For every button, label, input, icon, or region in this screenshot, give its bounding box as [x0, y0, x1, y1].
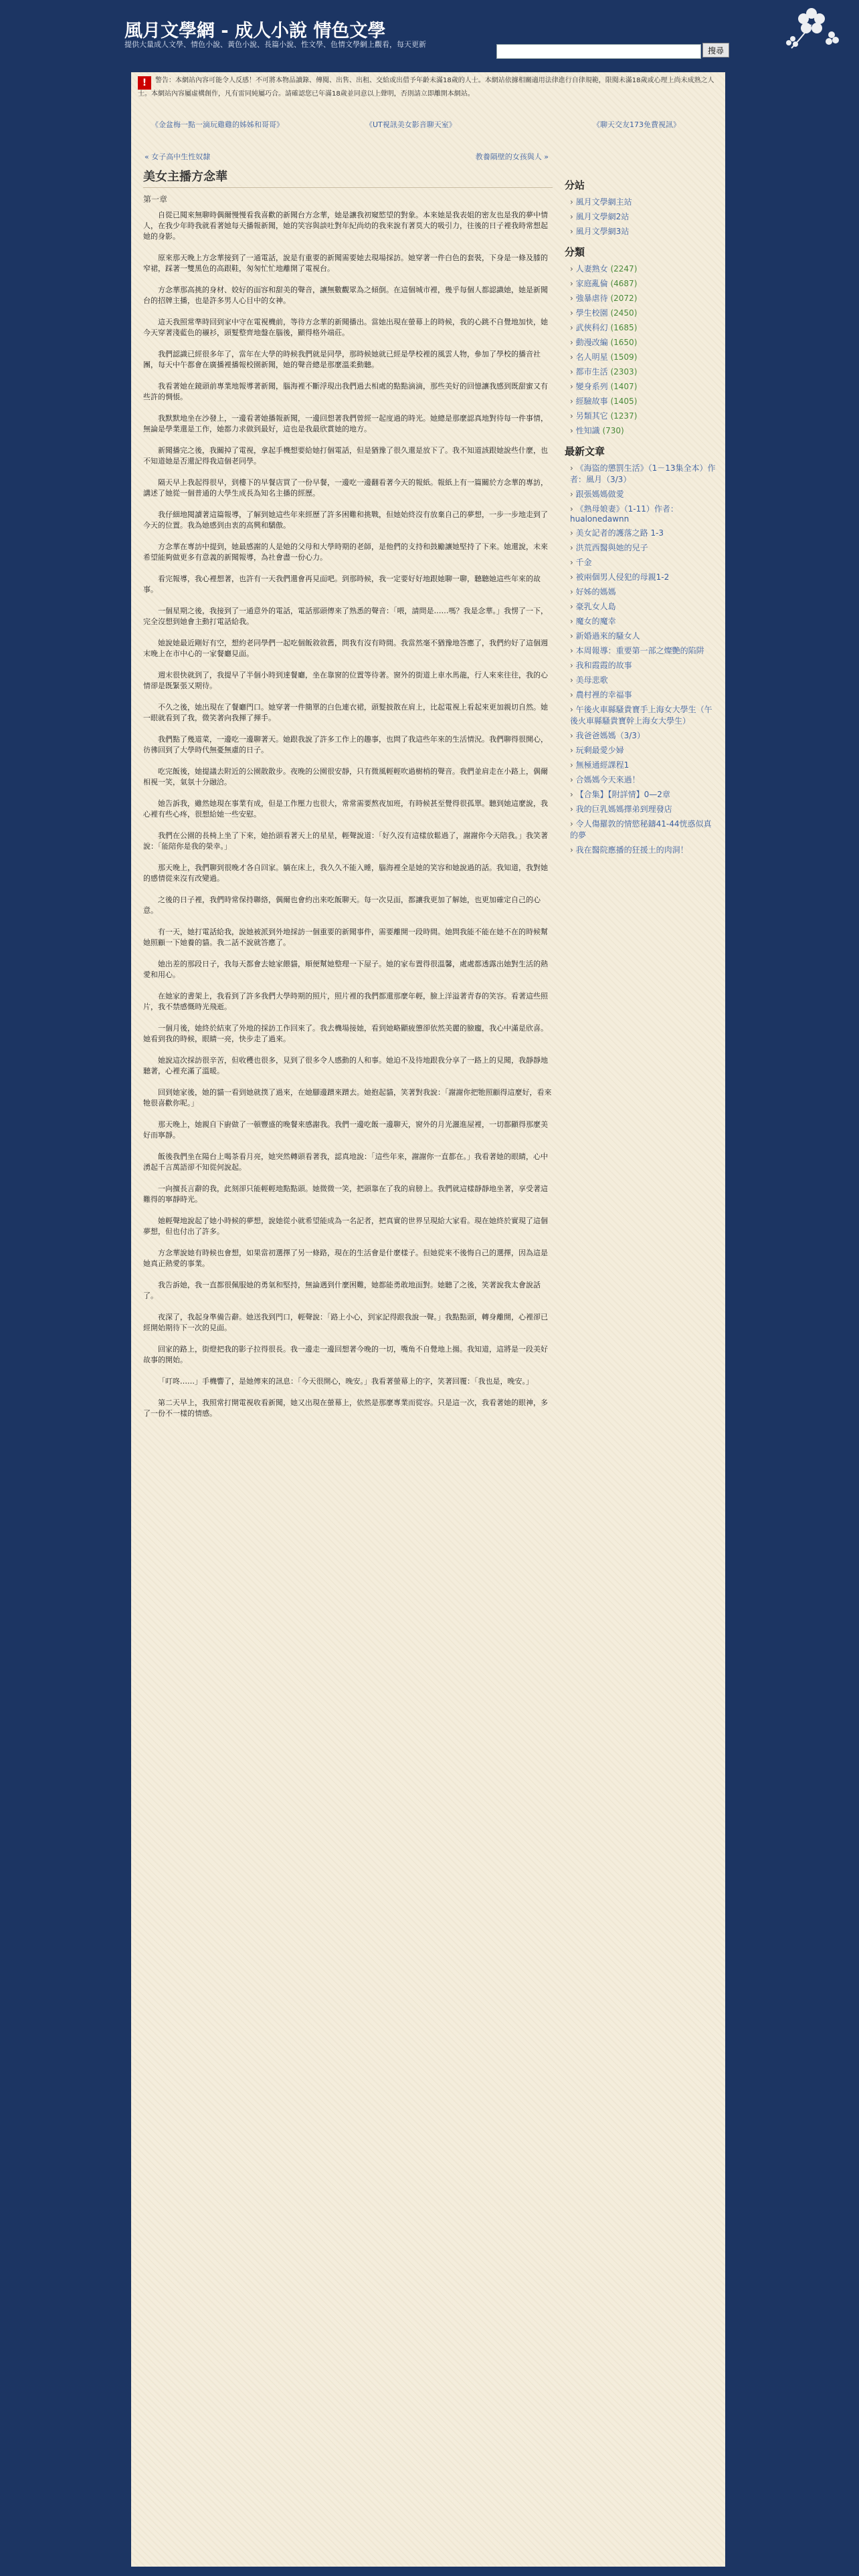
category-name[interactable]: 都市生活	[575, 367, 608, 377]
recent-posts-list	[565, 462, 716, 855]
post-paragraph: 隔天早上我起得很早，到樓下的早餐店買了一份早餐，一邊吃一邊翻看著今天的報紙。報紙上有一篇關於方念華的專訪，講述了她從一個普通的大學生成長為知名主播的經歷。	[143, 478, 548, 498]
post-paragraph: 她告訴我，雖然她現在事業有成，但是工作壓力也很大，常常需要熬夜加班，有時候甚至覺得很孤單。聽到她這麼說，我心裡有些心疼，很想給她一些安慰。	[143, 799, 548, 819]
category-item[interactable]	[570, 322, 716, 333]
post-paragraph: 新聞播完之後，我關掉了電視，拿起手機想要給她打個電話，但是猶豫了很久還是放下了。我不知道該跟她說些什麼，也不知道她是否還記得我這個老同學。	[143, 446, 548, 465]
post-paragraph: 回家的路上，街燈把我的影子拉得很長。我一邊走一邊回想著今晚的一切，嘴角不自覺地上揚。我知道，這將是一段美好故事的開始。	[143, 1345, 548, 1364]
category-name[interactable]: 動漫改編	[575, 338, 608, 347]
category-name[interactable]: 性知識	[575, 426, 600, 435]
recent-post-link[interactable]: 午後火車縣騷貴寶手上海女大學生（午後火車縣騷貴寶幹上海女大學生）	[570, 705, 712, 726]
post-paragraph: 那天晚上，我們聊到很晚才各自回家。躺在床上，我久久不能入睡，腦海裡全是她的笑容和她說過的話。我知道，我對她的感情從來沒有改變過。	[143, 863, 548, 883]
category-count: (2303)	[610, 367, 638, 377]
recent-post-item[interactable]	[570, 488, 716, 500]
recent-post-link[interactable]: 《海盜的懲罰生活》（1－13集全本）作者：風月（3/3）	[570, 463, 716, 484]
post-content	[143, 167, 553, 1430]
recent-post-item[interactable]	[570, 788, 716, 800]
recent-post-item[interactable]	[570, 759, 716, 770]
recent-post-item[interactable]	[570, 601, 716, 612]
recent-post-item[interactable]	[570, 704, 716, 726]
sidebar	[565, 174, 716, 863]
recent-post-link[interactable]: 我的巨乳媽媽擇弟到理發店	[575, 804, 672, 814]
warning-icon: !	[138, 76, 151, 90]
category-count: (1407)	[610, 382, 638, 391]
post-paragraph: 夜深了，我起身準備告辭。她送我到門口，輕聲說：「路上小心，到家記得跟我說一聲。」我點點頭，轉身離開，心裡卻已經開始期待下一次的見面。	[143, 1313, 548, 1332]
category-name[interactable]: 人妻熟女	[575, 264, 608, 274]
sites-list	[565, 196, 716, 237]
post-paragraph: 一個星期之後，我接到了一通意外的電話，電話那頭傳來了熟悉的聲音：「喂，請問是……嗎？我是念華。」我愣了一下，完全沒想到她會主動打電話給我。	[143, 607, 548, 626]
category-item[interactable]	[570, 307, 716, 318]
recent-post-link[interactable]: 跟張媽媽做愛	[575, 490, 624, 499]
recent-post-item[interactable]	[570, 556, 716, 568]
category-count: (2072)	[610, 294, 638, 303]
post-paragraph: 回到她家後，她的貓一看到她就撲了過來，在她腳邊蹭來蹭去。她抱起貓，笑著對我說：「謝謝你把牠照顧得這麼好，看來牠很喜歡你呢。」	[143, 1088, 552, 1107]
top-link-left[interactable]: 《金盆梅一點一滴玩雞雞的姊姊和哥哥》	[151, 120, 284, 129]
recent-post-item[interactable]	[570, 774, 716, 785]
site-link[interactable]	[570, 196, 716, 207]
post-paragraph: 「叮咚……」手機響了，是她傳來的訊息：「今天很開心，晚安。」我看著螢幕上的字，笑著回覆：「我也是，晚安。」	[158, 1377, 533, 1386]
recent-post-item[interactable]	[570, 645, 716, 656]
category-item[interactable]	[570, 395, 716, 407]
post-paragraph: 方念華說她有時候也會想，如果當初選擇了另一條路，現在的生活會是什麼樣子。但她從來不後悔自己的選擇，因為這是她真正熱愛的事業。	[143, 1249, 548, 1268]
post-paragraph: 在她家的書架上，我看到了許多我們大學時期的照片，照片裡的我們都還那麼年輕，臉上洋溢著青春的笑容。看著這些照片，我不禁感慨時光飛逝。	[143, 992, 548, 1011]
post-paragraph: 我們在公園的長椅上坐了下來，她抬頭看著天上的星星，輕聲說道：「好久沒有這樣放鬆過了，謝謝你今天陪我。」我笑著說：「能陪你是我的榮幸。」	[143, 831, 548, 851]
flower-logo-icon	[779, 1, 840, 49]
post-paragraph: 第二天早上，我照常打開電視收看新聞，她又出現在螢幕上，依然是那麼專業而從容。只是這一次，我看著她的眼神，多了一份不一樣的情感。	[143, 1398, 548, 1418]
recent-post-item[interactable]	[570, 571, 716, 582]
category-count: (1650)	[610, 338, 638, 347]
recent-post-link[interactable]: 美女記者的護落之路 1-3	[575, 528, 664, 538]
category-count: (2450)	[610, 308, 638, 318]
post-paragraph: 那天晚上，她親自下廚做了一頓豐盛的晚餐來感謝我。我們一邊吃飯一邊聊天，窗外的月光灑進屋裡，一切都顯得那麼美好而寧靜。	[143, 1120, 548, 1140]
category-name[interactable]: 經驗故事	[575, 397, 608, 406]
recent-post-item[interactable]	[570, 689, 716, 700]
category-item[interactable]	[570, 351, 716, 362]
warning-text: 警告：本網站內容可能令人反感！不可將本物品讀錄、傳閱、出售、出租、交給或出借予年齡未滿18歲的人士。本網站依據相關適用法律進行自律規範，限閱未滿18歲或心理上尚未成熟之人士。本網站內容屬虛構創作，凡有雷同純屬巧合。請確認您已年滿18歲並同意以上聲明，否則請立即離開本網站。	[138, 77, 714, 98]
category-item[interactable]	[570, 336, 716, 348]
category-item[interactable]	[570, 410, 716, 421]
post-body	[143, 210, 553, 1419]
post-paragraph: 一個月後，她終於結束了外地的採訪工作回來了。我去機場接她，看到她略顯疲憊卻依然美麗的臉龐，我心中滿是欣喜。她看到我的時候，眼睛一亮，快步走了過來。	[143, 1024, 548, 1043]
site-link[interactable]	[570, 225, 716, 237]
recent-post-item[interactable]	[570, 803, 716, 815]
post-paragraph: 原來那天晚上方念華接到了一通電話，說是有重要的新聞需要她去現場採訪。她穿著一件白色的套裝，下身是一條及膝的窄裙，踩著一雙黑色的高跟鞋，匆匆忙忙地離開了電視台。	[143, 253, 548, 273]
category-item[interactable]	[570, 425, 716, 436]
recent-post-link[interactable]: 豪乳女人島	[575, 602, 616, 611]
warning-notice	[138, 76, 719, 98]
post-paragraph: 自從已閱來無聊時偶爾慢慢看我喜歡的新聞台方念華，她是讓我初窺慾望的對象。本來她是我表姐的密友也是我的夢中情人，在我少年時我就看著她每天播報新聞，她的笑容與談吐對年紀尚幼的我來說有著莫大的吸引力，往後的日子裡我時常想起她的身影。	[143, 211, 548, 241]
prev-post-link[interactable]: « 女子高中生性奴隸	[145, 152, 211, 161]
page-container	[131, 72, 725, 2567]
post-paragraph: 我仔細地閱讀著這篇報導，了解到她這些年來經歷了許多困難和挑戰，但她始終沒有放棄自己的夢想，一步一步地走到了今天的位置。我為她感到由衷的高興和驕傲。	[143, 510, 548, 530]
post-paragraph: 我看著她在鏡頭前專業地報導著新聞，腦海裡不斷浮現出我們過去相處的點點滴滴，那些美好的回憶讓我感到既甜蜜又有些許的惆悵。	[143, 382, 548, 401]
post-paragraph: 她出差的那段日子，我每天都會去她家餵貓，順便幫她整理一下屋子。她的家布置得很溫馨，處處都透露出她對生活的熱愛和用心。	[143, 960, 548, 979]
category-name[interactable]: 學生校園	[575, 308, 608, 318]
recent-post-link[interactable]: 我和霞霞的故事	[575, 661, 632, 670]
recent-post-link[interactable]: 千金	[575, 558, 592, 567]
post-paragraph: 方念華那高挑的身材、姣好的面容和甜美的聲音，讓無數觀眾為之傾倒。在這個城市裡，幾乎每個人都認識她，她是新聞台的招牌主播，也是許多男人心目中的女神。	[143, 286, 548, 305]
recent-post-item[interactable]	[570, 844, 716, 855]
sidebar-heading-recent: 最新文章	[565, 445, 605, 457]
post-paragraph: 她說她最近剛好有空，想約老同學們一起吃個飯敘敘舊，問我有沒有時間。我當然毫不猶豫地答應了，我們約好了這個週末晚上在市中心的一家餐廳見面。	[143, 639, 548, 658]
sidebar-heading-categories: 分類	[565, 246, 585, 258]
post-paragraph: 有一天，她打電話給我，說她被派到外地採訪一個重要的新聞事件，需要離開一段時間。她問我能不能在她不在的時候幫她照顧一下她養的貓。我二話不說就答應了。	[143, 928, 548, 947]
post-paragraph: 我們點了幾道菜，一邊吃一邊聊著天。她跟我說了許多工作上的趣事，也問了我這些年來的生活情況。我們聊得很開心，彷彿回到了大學時代無憂無慮的日子。	[143, 735, 548, 754]
recent-post-item[interactable]	[570, 674, 716, 685]
category-name[interactable]: 名人明星	[575, 352, 608, 362]
post-paragraph: 週末很快就到了，我提早了半個小時到達餐廳，坐在靠窗的位置等待著。窗外的街道上車水馬龍，行人來來往往，我的心情卻是既緊張又期待。	[143, 671, 548, 690]
site-link-label[interactable]: 風月文學網3站	[575, 227, 630, 236]
post-paragraph: 這天我照常準時回到家中守在電視機前，等待方念華的新聞播出。當她出現在螢幕上的時候，我的心跳不自覺地加快，她今天穿著淺藍色的襯衫，頭髮整齊地盤在腦後，顯得格外端莊。	[143, 318, 548, 337]
recent-post-link[interactable]: 新婚過來的騷女人	[575, 631, 640, 641]
recent-post-item[interactable]	[570, 462, 716, 485]
recent-post-link[interactable]: 《熟母娘妻》（1-11）作者：hualonedawnn	[570, 504, 678, 524]
site-title[interactable]: 風月文學網 - 成人小說 情色文學	[124, 21, 386, 41]
post-paragraph: 方念華在專訪中提到，她最感謝的人是她的父母和大學時期的老師，是他們的支持和鼓勵讓她堅持了下來。她還說，未來希望能夠做更多有意義的新聞報導，為社會盡一份心力。	[143, 542, 548, 562]
site-header	[0, 0, 859, 74]
next-post-link[interactable]: 教養隔壁的女孩與人 »	[475, 152, 549, 161]
site-link-label[interactable]: 風月文學網主站	[575, 197, 632, 207]
category-item[interactable]	[570, 366, 716, 377]
recent-post-link[interactable]: 令人傷羅敦的情慾秘鑄41-44恍惑似真的夢	[570, 819, 712, 840]
category-item[interactable]	[570, 381, 716, 392]
recent-post-link[interactable]: 魔女的魔幸	[575, 617, 616, 626]
category-count: (730)	[602, 426, 624, 435]
recent-post-link[interactable]: 我在醫院應播的狂援土的肉洞！	[575, 845, 688, 855]
post-paragraph: 一向擅長言辭的我，此刻卻只能輕輕地點點頭。她微微一笑，把頭靠在了我的肩膀上。我們就這樣靜靜地坐著，享受著這難得的寧靜時光。	[143, 1184, 548, 1204]
recent-post-link[interactable]: 玩剩最愛少婦	[575, 746, 624, 755]
category-list	[565, 263, 716, 436]
category-name[interactable]: 武俠科幻	[575, 323, 608, 332]
category-item[interactable]	[570, 278, 716, 289]
recent-post-link[interactable]: 美母悲歌	[575, 675, 608, 685]
category-count: (1685)	[610, 323, 638, 332]
recent-post-link[interactable]: 我爸爸媽媽（3/3）	[575, 731, 645, 740]
category-name[interactable]: 強暴虐待	[575, 294, 608, 303]
chapter-label: 第一章	[143, 195, 168, 204]
category-name[interactable]: 家庭亂倫	[575, 279, 608, 288]
post-paragraph: 我告訴她，我一直都很佩服她的勇氣和堅持，無論遇到什麼困難，她都能勇敢地面對。她聽了之後，笑著說我太會說話了。	[143, 1281, 541, 1300]
search-button[interactable]: 搜尋	[702, 43, 729, 58]
post-paragraph: 不久之後，她出現在了餐廳門口。她穿著一件簡單的白色連衣裙，頭髮披散在肩上，比起電視上看起來更加親切自然。她一眼就看到了我，微笑著向我揮了揮手。	[143, 703, 548, 722]
top-link-mid[interactable]: 《UT視訊美女影音聊天室》	[365, 120, 456, 129]
post-paragraph: 看完報導，我心裡想著，也許有一天我們還會再見面吧。到那時候，我一定要好好地跟她聊一聊，聽聽她這些年來的故事。	[143, 574, 541, 594]
recent-post-link[interactable]: 【合集】【附詳情】0—2章	[575, 790, 670, 799]
recent-post-link[interactable]: 農村裡的幸福事	[575, 690, 632, 700]
recent-post-link[interactable]: 好姊的媽媽	[575, 587, 616, 597]
recent-post-item[interactable]	[570, 527, 716, 538]
category-count: (4687)	[610, 279, 638, 288]
category-name[interactable]: 變身系列	[575, 382, 608, 391]
recent-post-item[interactable]	[570, 503, 716, 524]
category-count: (1509)	[610, 352, 638, 362]
post-paragraph: 飯後我們坐在陽台上喝茶看月亮，她突然轉頭看著我，認真地說：「這些年來，謝謝你一直都在。」我看著她的眼睛，心中湧起千言萬語卻不知從何說起。	[143, 1152, 548, 1172]
category-item[interactable]	[570, 263, 716, 274]
recent-post-item[interactable]	[570, 659, 716, 671]
post-title: 美女主播方念華	[143, 167, 553, 188]
recent-post-link[interactable]: 被兩個男人侵犯的母親1-2	[575, 572, 670, 582]
recent-post-link[interactable]: 本周報導：重要第一部之燦艷的陷阱	[575, 646, 704, 655]
recent-post-link[interactable]: 洪荒西醫與她的兒子	[575, 543, 648, 552]
site-link-label[interactable]: 風月文學網2站	[575, 212, 630, 221]
category-name[interactable]: 另類其它	[575, 411, 608, 421]
post-paragraph: 她說這次採訪很辛苦，但收穫也很多，見到了很多令人感動的人和事。她迫不及待地跟我分享了一路上的見聞，我靜靜地聽著，心裡充滿了溫暖。	[143, 1056, 548, 1075]
post-paragraph: 之後的日子裡，我們時常保持聯絡，偶爾也會約出來吃飯聊天。每一次見面，都讓我更加了解她，也更加確定自己的心意。	[143, 895, 541, 915]
category-count: (1405)	[610, 397, 638, 406]
recent-post-link[interactable]: 無極通經課程1	[575, 760, 630, 770]
recent-post-item[interactable]	[570, 586, 716, 597]
recent-post-item[interactable]	[570, 818, 716, 841]
category-item[interactable]	[570, 292, 716, 304]
recent-post-item[interactable]	[570, 542, 716, 553]
search-input[interactable]	[496, 44, 701, 59]
top-link-right[interactable]: 《聊天交友173免費視訊》	[593, 120, 680, 129]
site-description: 提供大量成人文學、情色小說、黃色小說、長篇小說、性文學、色情文學網上觀看，每天更新	[124, 40, 426, 49]
category-count: (2247)	[610, 264, 638, 274]
sidebar-heading-sites: 分站	[565, 179, 585, 191]
post-paragraph: 吃完飯後，她提議去附近的公園散散步。夜晚的公園很安靜，只有微風輕輕吹過樹梢的聲音。我們並肩走在小路上，偶爾相視一笑，氣氛十分融洽。	[143, 767, 548, 786]
recent-post-item[interactable]	[570, 630, 716, 641]
post-paragraph: 我們認識已經很多年了，當年在大學的時候我們就是同學，那時候她就已經是學校裡的風雲人物，參加了學校的播音社團，每天中午都會在廣播裡播報校園新聞，她的聲音總是那麼溫柔動聽。	[143, 350, 541, 369]
recent-post-item[interactable]	[570, 730, 716, 741]
post-paragraph: 她輕聲地說起了她小時候的夢想，說她從小就希望能成為一名記者，把真實的世界呈現給大家看。現在她終於實現了這個夢想，但也付出了許多。	[143, 1216, 548, 1236]
recent-post-item[interactable]	[570, 744, 716, 756]
recent-post-link[interactable]: 合媽媽今天來過！	[575, 775, 640, 784]
recent-post-item[interactable]	[570, 615, 716, 627]
site-link[interactable]	[570, 211, 716, 222]
post-paragraph: 我默默地坐在沙發上，一邊看著她播報新聞，一邊回想著我們曾經一起度過的時光。她總是那麼認真地對待每一件事情，無論是學業還是工作，她都力求做到最好，這也是我最欣賞她的地方。	[143, 414, 548, 433]
category-count: (1237)	[610, 411, 638, 421]
